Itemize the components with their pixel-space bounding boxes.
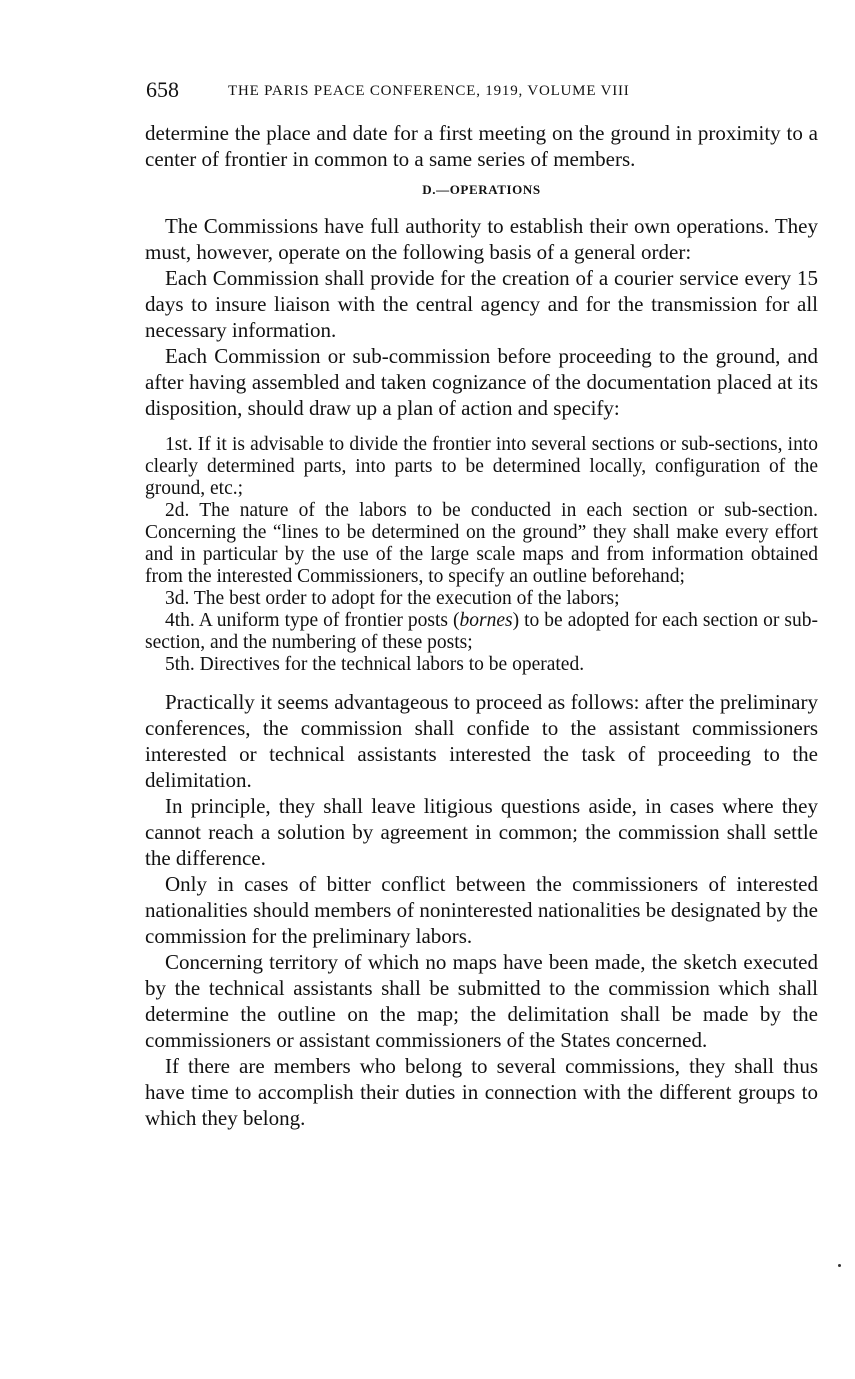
list-item: 3d. The best order to adopt for the execution of the labors; (165, 588, 620, 609)
page-header (146, 76, 826, 104)
page-number: 658 (146, 77, 179, 102)
list-item (145, 610, 818, 654)
paragraph-procedure: Practically it seems advantageous to proceed as follows: after the preliminary conferences, the commission shall confide to the assistant commissioners interested or technical assistants interested the task of proceeding to the delimitation. (145, 690, 818, 792)
paragraph-litigious-questions: In principle, they shall leave litigious questions aside, in cases where they cannot reach a solution by agreement in common; the commission shall settle the difference. (145, 794, 818, 870)
paragraph-continuation: determine the place and date for a first meeting on the ground in proximity to a center of frontier in common to a same series of members. (145, 121, 818, 171)
running-head: THE PARIS PEACE CONFERENCE, 1919, VOLUME VIII (228, 83, 630, 99)
list-item: 1st. If it is advisable to divide the frontier into several sections or sub-sections, into clearly determined parts, into parts to be determined locally, configuration of the ground, etc.; (145, 434, 818, 499)
paragraph-plan-of-action: Each Commission or sub-commission before proceeding to the ground, and after having assembled and taken cognizance of the documentation placed at its disposition, should draw up a plan of action and specify: (145, 344, 818, 420)
paragraph-bitter-conflict: Only in cases of bitter conflict between the commissioners of interested nationalities should members of noninterested nationalities be designated by the commission for the preliminary labors. (145, 872, 818, 948)
stray-ink-dot (838, 1264, 841, 1267)
list-item-text: ) to be adopted for each section or sub-section, and the numbering of these posts; (145, 610, 818, 653)
paragraph-unmapped-territory: Concerning territory of which no maps have been made, the sketch executed by the technical assistants shall be submitted to the commission which shall determine the outline on the map; the delimitation shall be made by the commissioners or assistant commissioners of the States concerned. (145, 950, 818, 1052)
paragraph-courier-service: Each Commission shall provide for the creation of a courier service every 15 days to insure liaison with the central agency and for the transmission for all necessary information. (145, 266, 818, 342)
section-heading: D.—OPERATIONS (422, 182, 541, 197)
list-item: 5th. Directives for the technical labors to be operated. (165, 654, 585, 675)
body-text (145, 120, 818, 1131)
paragraph-authority: The Commissions have full authority to establish their own operations. They must, however, operate on the following basis of a general order: (145, 214, 818, 264)
paragraph-multiple-commissions: If there are members who belong to several commissions, they shall thus have time to accomplish their duties in connection with the different groups to which they belong. (145, 1054, 818, 1130)
list-item-text: 4th. A uniform type of frontier posts ( (165, 610, 460, 631)
numbered-list (145, 434, 818, 676)
italic-term: bornes (459, 610, 513, 631)
list-item: 2d. The nature of the labors to be conducted in each section or sub-section. Concerning the “lines to be determined on the ground” they shall make every effort and in particular by the use of the large scale maps and from information obtained from the interested Commissioners, to specify an outline beforehand; (145, 500, 818, 587)
